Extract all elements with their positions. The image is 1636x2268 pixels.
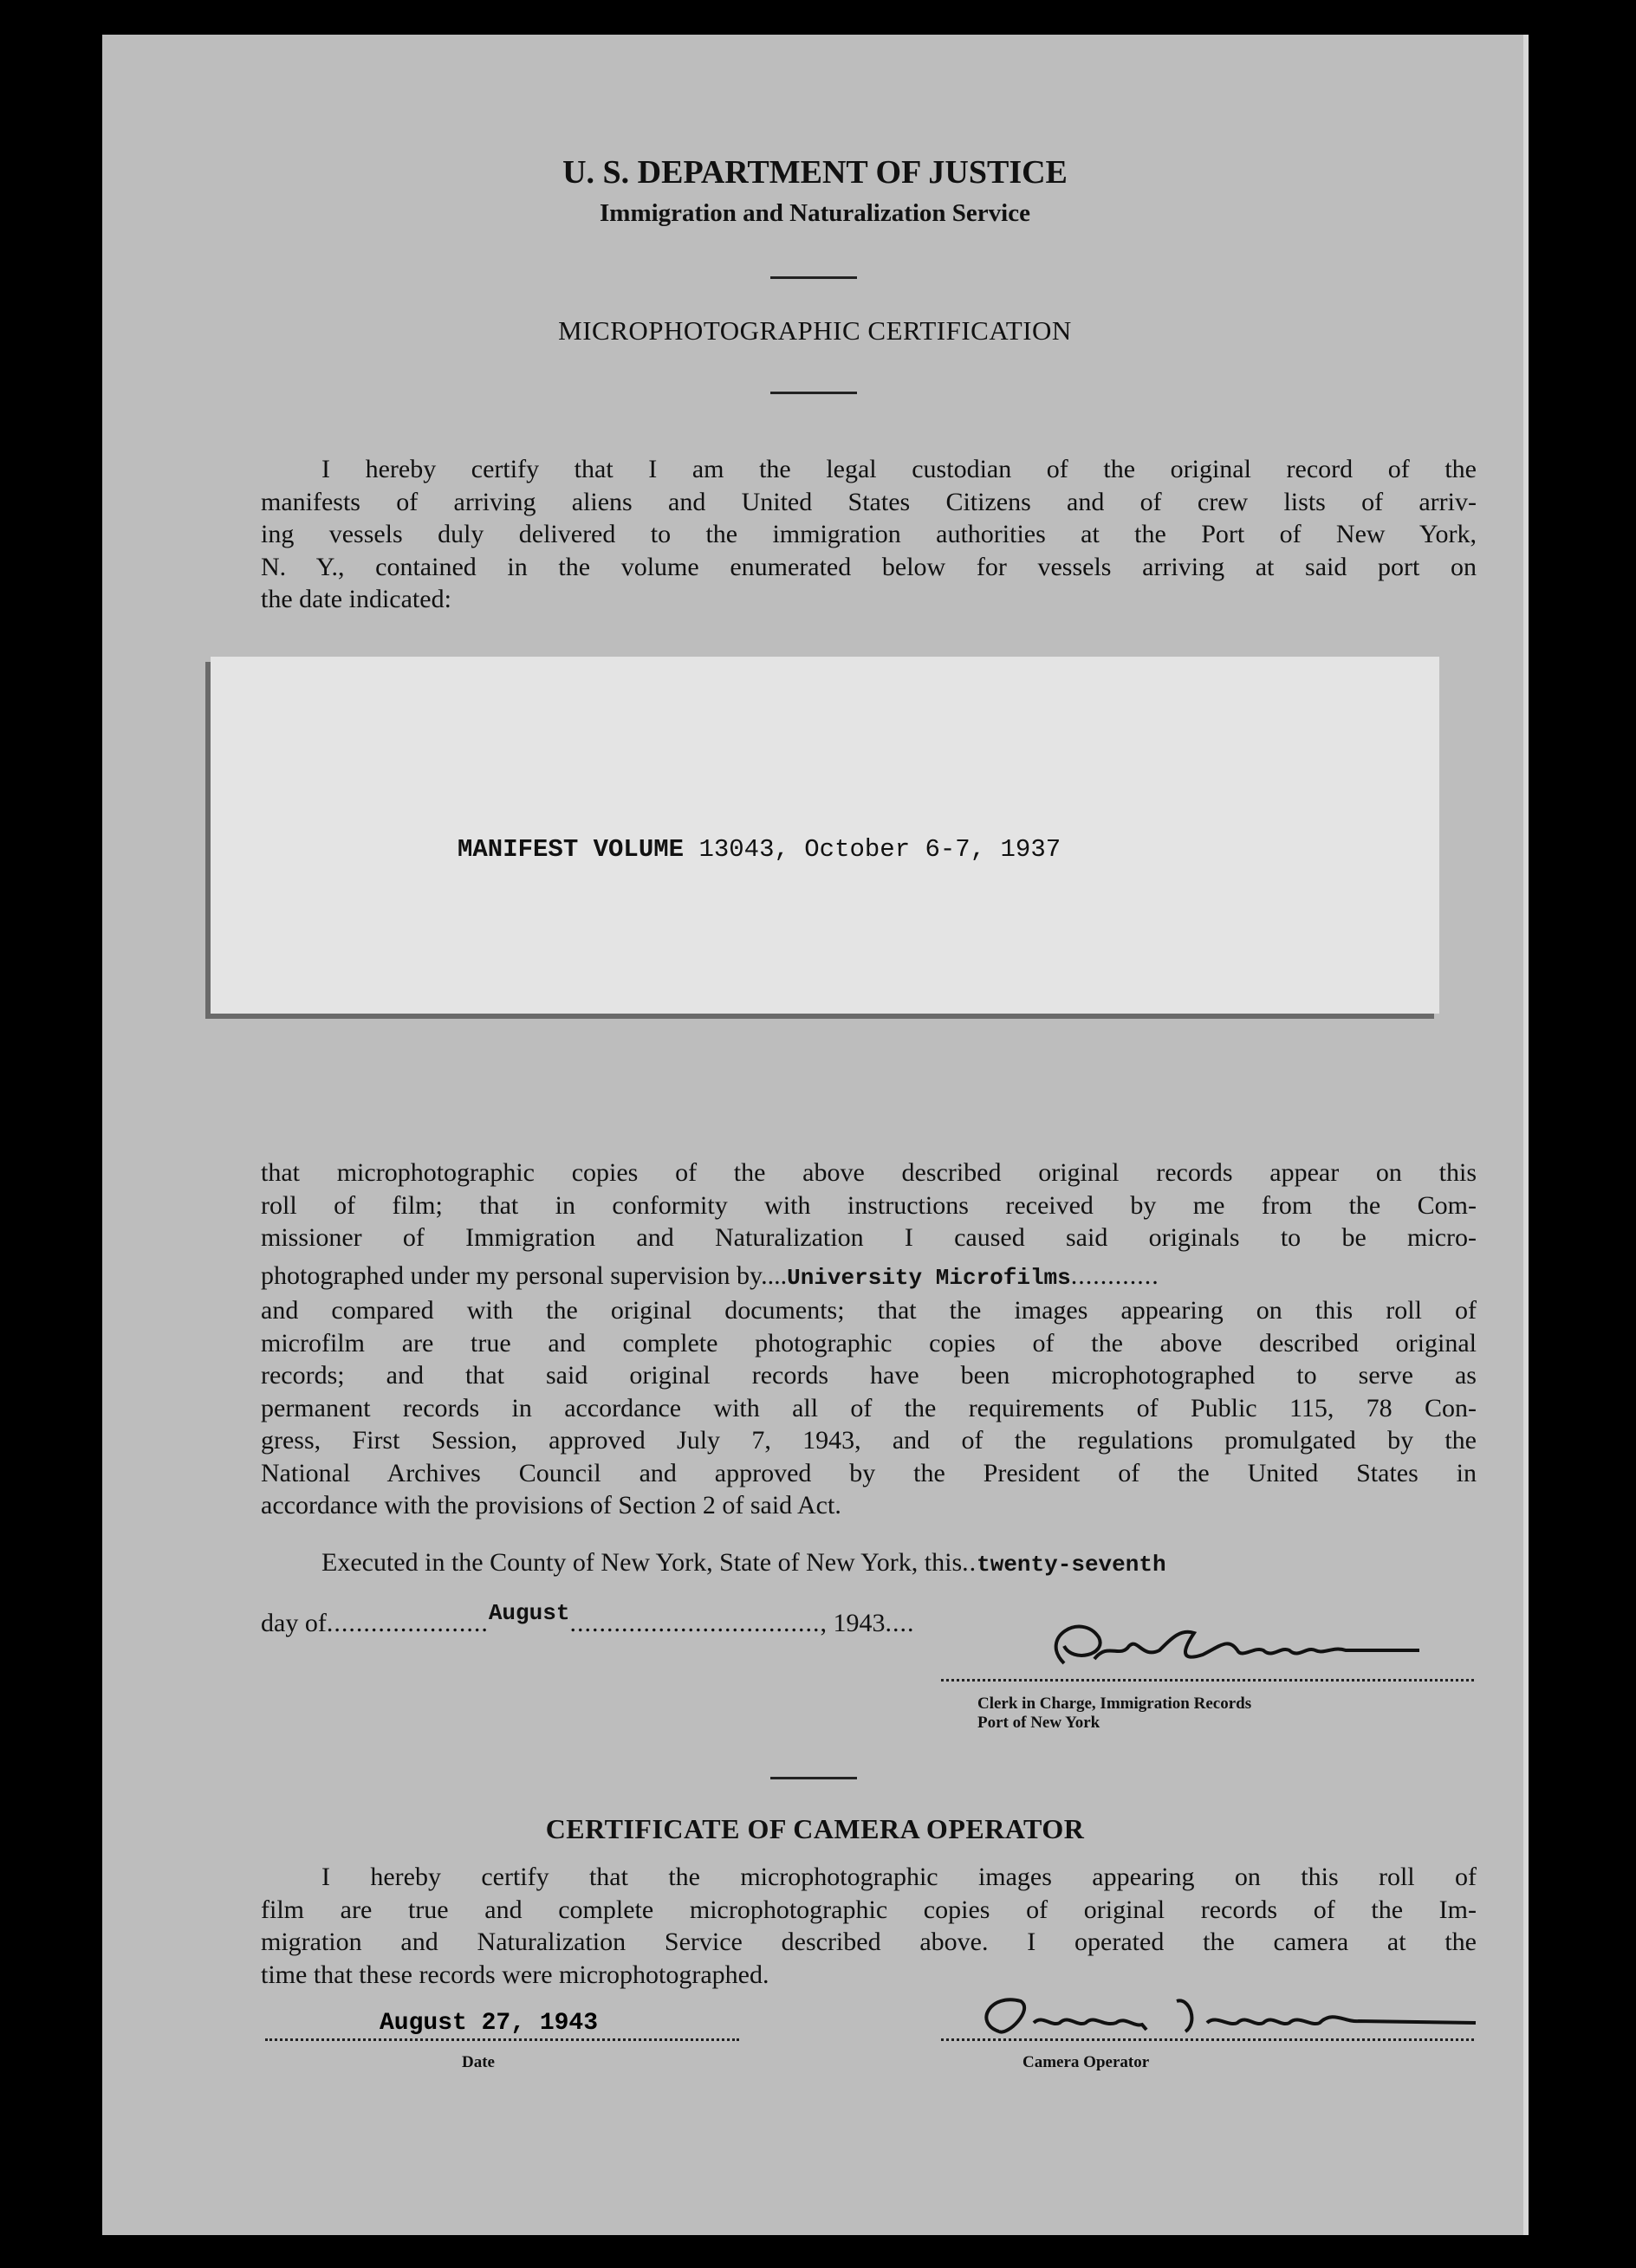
intro-line: I hereby certify that I am the legal custodian of the original record of the xyxy=(321,455,1477,483)
certificate-page xyxy=(102,35,1528,2235)
day-of-line: day of......................August.................................., 1943.... xyxy=(261,1600,915,1637)
clerk-caption-line2: Port of New York xyxy=(977,1714,1100,1732)
body-line: and compared with the original documents; that the images appearing on this roll of xyxy=(261,1296,1477,1325)
body-line: permanent records in accordance with all of the requirements of Public 115, 78 Con- xyxy=(261,1393,1477,1422)
operator-signature-line xyxy=(941,2038,1474,2041)
clerk-caption xyxy=(977,1695,1251,1733)
camera-certificate-title: CERTIFICATE OF CAMERA OPERATOR xyxy=(545,1813,1085,1844)
department-title: U. S. DEPARTMENT OF JUSTICE xyxy=(562,154,1068,191)
camera-line: film are true and complete microphotographic copies of original records of the Im- xyxy=(261,1895,1477,1924)
intro-line: manifests of arriving aliens and United States Citizens and of crew lists of arriv- xyxy=(261,487,1477,516)
supervision-prefix: photographed under my personal supervision by.... xyxy=(261,1260,788,1290)
clerk-caption-line1: Clerk in Charge, Immigration Records xyxy=(977,1695,1252,1713)
body-line: roll of film; that in conformity with instructions received by me from the Com- xyxy=(261,1190,1477,1220)
service-subtitle: Immigration and Naturalization Service xyxy=(600,199,1030,227)
page-edge xyxy=(1523,35,1529,2235)
manifest-slip xyxy=(211,657,1439,1014)
certificate-date: August 27, 1943 xyxy=(380,2010,599,2037)
header-divider xyxy=(770,276,857,279)
body-line: records; and that said original records have been microphotographed to serve as xyxy=(261,1361,1477,1390)
manifest-label: MANIFEST VOLUME xyxy=(458,835,685,864)
day-of-label: day of xyxy=(261,1609,327,1637)
date-line xyxy=(265,2038,739,2041)
supervision-line: photographed under my personal supervision by....University Microfilms............ xyxy=(261,1260,1159,1291)
section-divider xyxy=(770,1777,857,1779)
certification-title: MICROPHOTOGRAPHIC CERTIFICATION xyxy=(558,315,1072,346)
body-line: accordance with the provisions of Section 2 of said Act. xyxy=(261,1491,841,1520)
camera-line: I hereby certify that the microphotographic images appearing on this roll of xyxy=(321,1863,1477,1891)
intro-paragraph xyxy=(261,453,1477,616)
execution-day: twenty-seventh xyxy=(977,1552,1166,1578)
body-paragraph xyxy=(261,1157,1477,1522)
execution-year: , 1943 xyxy=(820,1609,886,1637)
execution-line: Executed in the County of New York, State of New York, this..twenty-seventh xyxy=(321,1548,1166,1578)
clerk-signature xyxy=(934,1611,1419,1681)
body-line: that microphotographic copies of the above described original records appear on this xyxy=(261,1158,1477,1187)
intro-line: the date indicated: xyxy=(261,585,451,613)
manifest-volume xyxy=(458,835,1061,864)
executed-text: Executed in the County of New York, State of New York, this xyxy=(321,1548,963,1577)
clerk-signature-line xyxy=(941,1679,1474,1682)
supervision-typed: University Microfilms xyxy=(787,1264,1071,1291)
execution-month: August xyxy=(488,1600,570,1626)
body-line: microfilm are true and complete photographic copies of the above described original xyxy=(261,1328,1477,1358)
body-line: National Archives Council and approved by the President of the United States in xyxy=(261,1458,1477,1487)
manifest-detail: 13043, October 6-7, 1937 xyxy=(698,835,1061,864)
camera-line: time that these records were microphotographed. xyxy=(261,1960,769,1989)
body-line: missioner of Immigration and Naturalization I caused said originals to be micro- xyxy=(261,1223,1477,1252)
intro-line: ing vessels duly delivered to the immigration authorities at the Port of New York, xyxy=(261,520,1477,548)
intro-line: N. Y., contained in the volume enumerated below for vessels arriving at said port on xyxy=(261,552,1477,581)
camera-line: migration and Naturalization Service described above. I operated the camera at the xyxy=(261,1928,1477,1956)
body-line: gress, First Session, approved July 7, 1943, and of the regulations promulgated by the xyxy=(261,1426,1477,1455)
date-caption: Date xyxy=(462,2053,495,2071)
operator-caption: Camera Operator xyxy=(1022,2053,1150,2071)
camera-certificate-paragraph xyxy=(261,1861,1477,1991)
header-divider-2 xyxy=(770,392,857,394)
